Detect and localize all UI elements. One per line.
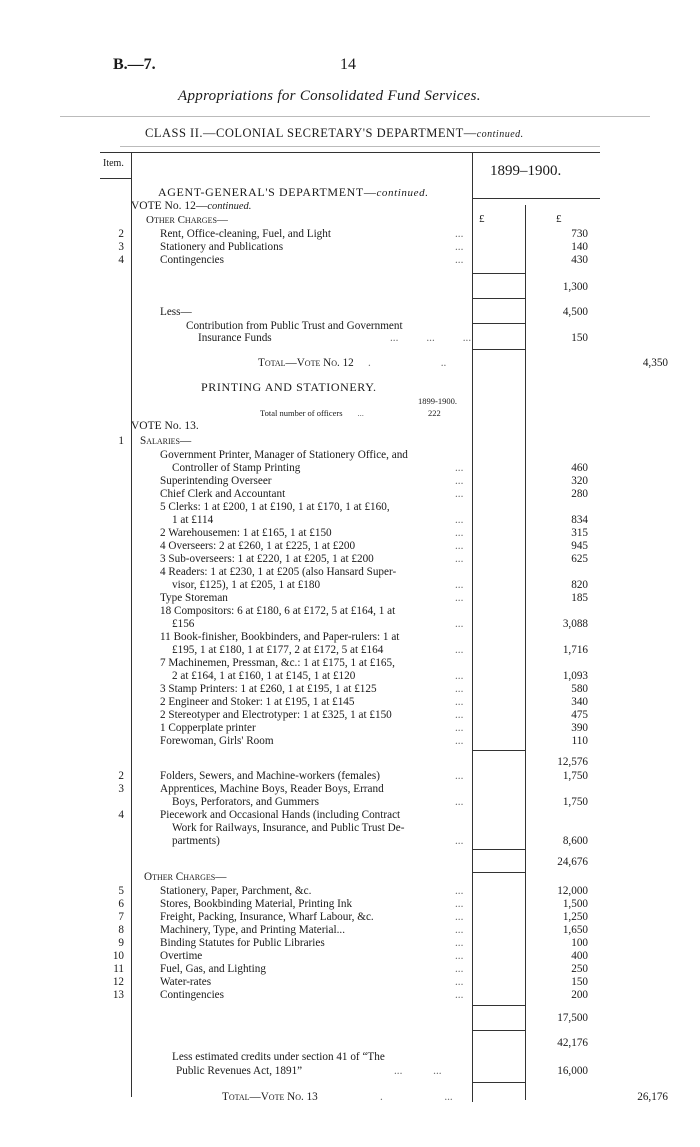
agent-gross: Less— 4,500 — [160, 306, 588, 318]
item-number: 12 — [112, 976, 124, 988]
row-description: 1 Copperplate printer — [160, 722, 256, 734]
item-number: 10 — [112, 950, 124, 962]
row-amount: 185 — [571, 592, 588, 604]
row-description: 11 Book-finisher, Bookbinders, and Paper-rulers: 1 at — [160, 631, 400, 643]
row-amount: 1,716 — [562, 644, 588, 656]
table-row — [100, 808, 700, 822]
year-column-header: 1899–1900. — [490, 163, 562, 179]
rule — [472, 1005, 526, 1006]
less-credits-line-2: Public Revenues Act, 1891” ... ... 16,000 — [176, 1065, 588, 1077]
table-row: 10 Overtime ... 400 — [100, 949, 700, 963]
row-amount: 100 — [571, 937, 588, 949]
row-amount: 580 — [571, 683, 588, 695]
table-row: Type Storeman ... 185 — [160, 592, 588, 604]
table-row — [100, 782, 700, 796]
table-row — [100, 604, 700, 618]
row-amount: 315 — [571, 527, 588, 539]
agent-subtotal: 1,300 — [562, 281, 588, 293]
row-description: Machinery, Type, and Printing Material... — [160, 924, 346, 936]
row-amount: 1,093 — [562, 670, 588, 682]
report-code: B.—7. — [113, 56, 156, 73]
table-row — [100, 500, 700, 514]
rule — [472, 849, 526, 850]
row-description: Chief Clerk and Accountant — [160, 488, 286, 500]
row-amount: 340 — [571, 696, 588, 708]
item-number: 9 — [118, 937, 124, 949]
item-number: 13 — [112, 989, 124, 1001]
other-charges-heading-13: Other Charges— — [144, 871, 227, 883]
table-row: Boys, Perforators, and Gummers ... 1,750 — [172, 796, 588, 808]
row-description: Folders, Sewers, and Machine-workers (females) — [160, 770, 380, 782]
table-row — [100, 565, 700, 579]
pound-sign: £ — [556, 213, 562, 225]
row-description: Controller of Stamp Printing — [172, 462, 301, 474]
row-description: Work for Railways, Insurance, and Public Trust De- — [172, 822, 405, 834]
table-row: 6 Stores, Bookbinding Material, Printing Ink ... 1,500 — [100, 897, 700, 911]
salaries-total: 12,576 — [557, 756, 588, 768]
row-amount: 320 — [571, 475, 588, 487]
row-description: Water-rates — [160, 976, 212, 988]
table-row: 2 Rent, Office-cleaning, Fuel, and Light ... 730 — [100, 227, 700, 241]
item-number: 3 — [118, 783, 124, 795]
item-number: 6 — [118, 898, 124, 910]
other-charges-heading: Other Charges— — [146, 214, 228, 226]
row-description: Stores, Bookbinding Material, Printing Ink — [160, 898, 353, 910]
item-number: 2 — [118, 228, 124, 240]
vote-13-gross: 42,176 — [557, 1037, 588, 1049]
row-description: 4 Readers: 1 at £230, 1 at £205 (also Hansard Super- — [160, 566, 397, 578]
row-amount: 280 — [571, 488, 588, 500]
row-description: 3 Sub-overseers: 1 at £220, 1 at £205, 1 at £200 — [160, 553, 374, 565]
page-title: Appropriations for Consolidated Fund Services. — [178, 88, 481, 104]
table-row: 9 Binding Statutes for Public Libraries ... 100 — [100, 936, 700, 950]
table-row: Superintending Overseer ... 320 — [160, 475, 588, 487]
row-description: partments) — [172, 835, 220, 847]
wages-total: 24,676 — [557, 856, 588, 868]
printing-heading: PRINTING AND STATIONERY. — [201, 380, 377, 394]
rule — [60, 116, 650, 117]
row-amount: 8,600 — [562, 835, 588, 847]
item-number: 8 — [118, 924, 124, 936]
table-row: 1 Copperplate printer ... 390 — [160, 722, 588, 734]
row-amount: 460 — [571, 462, 588, 474]
row-amount: 200 — [571, 989, 588, 1001]
item-number: 2 — [118, 770, 124, 782]
table-row: 5 Stationery, Paper, Parchment, &c. ... 12,000 — [100, 884, 700, 898]
officers-count: 222 — [428, 408, 441, 418]
vote-12-heading: VOTE No. 12—continued. — [131, 200, 252, 212]
row-amount: 110 — [571, 735, 588, 747]
table-row: 12 Water-rates ... 150 — [100, 975, 700, 989]
row-description: 3 Stamp Printers: 1 at £260, 1 at £195, 1 at £125 — [160, 683, 377, 695]
table-row — [100, 630, 700, 644]
table-row: Chief Clerk and Accountant ... 280 — [160, 488, 588, 500]
table-row: 1 at £114 ... 834 — [172, 514, 588, 526]
item-number: 4 — [118, 809, 124, 821]
subtotal-rule — [472, 298, 526, 299]
table-row: 4 Overseers: 2 at £260, 1 at £225, 1 at £200 ... 945 — [160, 540, 588, 552]
item-number: 4 — [118, 254, 124, 266]
rule — [472, 349, 526, 350]
row-description: Government Printer, Manager of Stationery Office, and — [160, 449, 408, 461]
row-description: Forewoman, Girls' Room — [160, 735, 274, 747]
table-row: £195, 1 at £180, 1 at £177, 2 at £172, 5 at £164 ... 1,716 — [172, 644, 588, 656]
rule — [120, 146, 600, 147]
table-row: 3 Stationery and Publications ... 140 — [100, 240, 700, 254]
table-row: Forewoman, Girls' Room ... 110 — [160, 735, 588, 747]
row-amount: 945 — [571, 540, 588, 552]
table-row — [100, 448, 700, 462]
row-amount: 3,088 — [562, 618, 588, 630]
row-amount: 390 — [571, 722, 588, 734]
table-row: 7 Freight, Packing, Insurance, Wharf Labour, &c. ... 1,250 — [100, 910, 700, 924]
row-description: 18 Compositors: 6 at £180, 6 at £172, 5 at £164, 1 at — [160, 605, 396, 617]
class-heading: CLASS II.—COLONIAL SECRETARY'S DEPARTMENT—continued. — [145, 126, 524, 140]
row-description: Freight, Packing, Insurance, Wharf Labour, &c. — [160, 911, 374, 923]
row-amount: 430 — [571, 254, 588, 266]
row-description: 1 at £114 — [172, 514, 214, 526]
row-amount: 1,500 — [562, 898, 588, 910]
row-description: 2 at £164, 1 at £160, 1 at £145, 1 at £120 — [172, 670, 356, 682]
item-number: 3 — [118, 241, 124, 253]
item-number: 5 — [118, 885, 124, 897]
table-row: £156 ... 3,088 — [172, 618, 588, 630]
row-amount: 834 — [571, 514, 588, 526]
agent-general-heading: AGENT-GENERAL'S DEPARTMENT—continued. — [158, 185, 429, 199]
row-description: Superintending Overseer — [160, 475, 272, 487]
row-amount: 1,750 — [562, 770, 588, 782]
table-row: 11 Fuel, Gas, and Lighting ... 250 — [100, 962, 700, 976]
rule — [472, 750, 526, 751]
page-number: 14 — [340, 56, 356, 73]
table-row: 2 Engineer and Stoker: 1 at £195, 1 at £145 ... 340 — [160, 696, 588, 708]
row-amount: 150 — [571, 976, 588, 988]
less-credits-line-1: Less estimated credits under section 41 of “The — [172, 1051, 385, 1063]
row-description: 4 Overseers: 2 at £260, 1 at £225, 1 at £200 — [160, 540, 356, 552]
table-row — [100, 656, 700, 670]
row-description: Overtime — [160, 950, 203, 962]
vote-13-total: Total—Vote No. 13 . ... 26,176 — [222, 1091, 668, 1103]
year-head-rule — [472, 198, 600, 199]
table-row: Controller of Stamp Printing ... 460 — [172, 462, 588, 474]
row-description: Rent, Office-cleaning, Fuel, and Light — [160, 228, 331, 240]
officers-label: Total number of officers ... — [260, 408, 364, 418]
item-column-header: Item. — [103, 158, 124, 169]
row-description: Piecework and Occasional Hands (including Contract — [160, 809, 401, 821]
row-description: £156 — [172, 618, 195, 630]
table-row: 2 Warehousemen: 1 at £165, 1 at £150 ... 315 — [160, 527, 588, 539]
row-description: Boys, Perforators, and Gummers — [172, 796, 319, 808]
table-row: 4 Contingencies ... 430 — [100, 253, 700, 267]
table-row: visor, £125), 1 at £205, 1 at £180 ... 820 — [172, 579, 588, 591]
contribution-line-2: Insurance Funds ... ... ... 150 — [198, 332, 588, 344]
table-row: partments) ... 8,600 — [172, 835, 588, 847]
row-description: £195, 1 at £180, 1 at £177, 2 at £172, 5 at £164 — [172, 644, 384, 656]
salaries-heading: 1 Salaries— — [118, 435, 192, 447]
row-description: Fuel, Gas, and Lighting — [160, 963, 266, 975]
item-head-rule — [100, 178, 132, 179]
row-description: 2 Warehousemen: 1 at £165, 1 at £150 — [160, 527, 332, 539]
table-row — [100, 821, 700, 835]
vote-13-heading: VOTE No. 13. — [131, 420, 199, 432]
table-row: 2 Stereotyper and Electrotyper: 1 at £325, 1 at £150 ... 475 — [160, 709, 588, 721]
rule — [472, 1030, 526, 1031]
row-amount: 475 — [571, 709, 588, 721]
row-description: 7 Machinemen, Pressman, &c.: 1 at £175, 1 at £165, — [160, 657, 395, 669]
table-top-rule — [100, 152, 600, 153]
pound-sign: £ — [479, 213, 485, 225]
rule — [472, 1082, 526, 1083]
row-description: 2 Stereotyper and Electrotyper: 1 at £325, 1 at £150 — [160, 709, 392, 721]
row-description: Contingencies — [160, 989, 225, 1001]
row-description: 2 Engineer and Stoker: 1 at £195, 1 at £145 — [160, 696, 355, 708]
subtotal-rule — [472, 273, 526, 274]
row-description: Type Storeman — [160, 592, 228, 604]
row-description: 5 Clerks: 1 at £200, 1 at £190, 1 at £170, 1 at £160, — [160, 501, 390, 513]
row-description: Contingencies — [160, 254, 225, 266]
row-amount: 625 — [571, 553, 588, 565]
table-row: 3 Stamp Printers: 1 at £260, 1 at £195, 1 at £125 ... 580 — [160, 683, 588, 695]
row-amount: 1,650 — [562, 924, 588, 936]
row-description: visor, £125), 1 at £205, 1 at £180 — [172, 579, 321, 591]
table-row: 2 Folders, Sewers, and Machine-workers (females) ... 1,750 — [100, 769, 700, 783]
row-amount: 250 — [571, 963, 588, 975]
row-amount: 820 — [571, 579, 588, 591]
table-row: 8 Machinery, Type, and Printing Material... ... 1,650 — [100, 923, 700, 937]
other-charges-total: 17,500 — [557, 1012, 588, 1024]
row-description: Binding Statutes for Public Libraries — [160, 937, 325, 949]
table-row: 13 Contingencies ... 200 — [100, 988, 700, 1002]
row-amount: 1,250 — [562, 911, 588, 923]
item-number: 7 — [118, 911, 124, 923]
row-description: Apprentices, Machine Boys, Reader Boys, Errand — [160, 783, 384, 795]
row-amount: 400 — [571, 950, 588, 962]
contribution-line-1: Contribution from Public Trust and Government — [186, 320, 403, 332]
row-amount: 12,000 — [557, 885, 588, 897]
row-amount: 730 — [571, 228, 588, 240]
row-amount: 1,750 — [562, 796, 588, 808]
table-row: 3 Sub-overseers: 1 at £220, 1 at £205, 1 at £200 ... 625 — [160, 553, 588, 565]
row-description: Stationery and Publications — [160, 241, 284, 253]
table-row: 2 at £164, 1 at £160, 1 at £145, 1 at £120 ... 1,093 — [172, 670, 588, 682]
row-description: Stationery, Paper, Parchment, &c. — [160, 885, 312, 897]
officers-year: 1899-1900. — [418, 396, 457, 406]
row-amount: 140 — [571, 241, 588, 253]
vote-12-total: Total—Vote No. 12 . .. 4,350 — [258, 357, 668, 369]
item-number: 11 — [113, 963, 124, 975]
